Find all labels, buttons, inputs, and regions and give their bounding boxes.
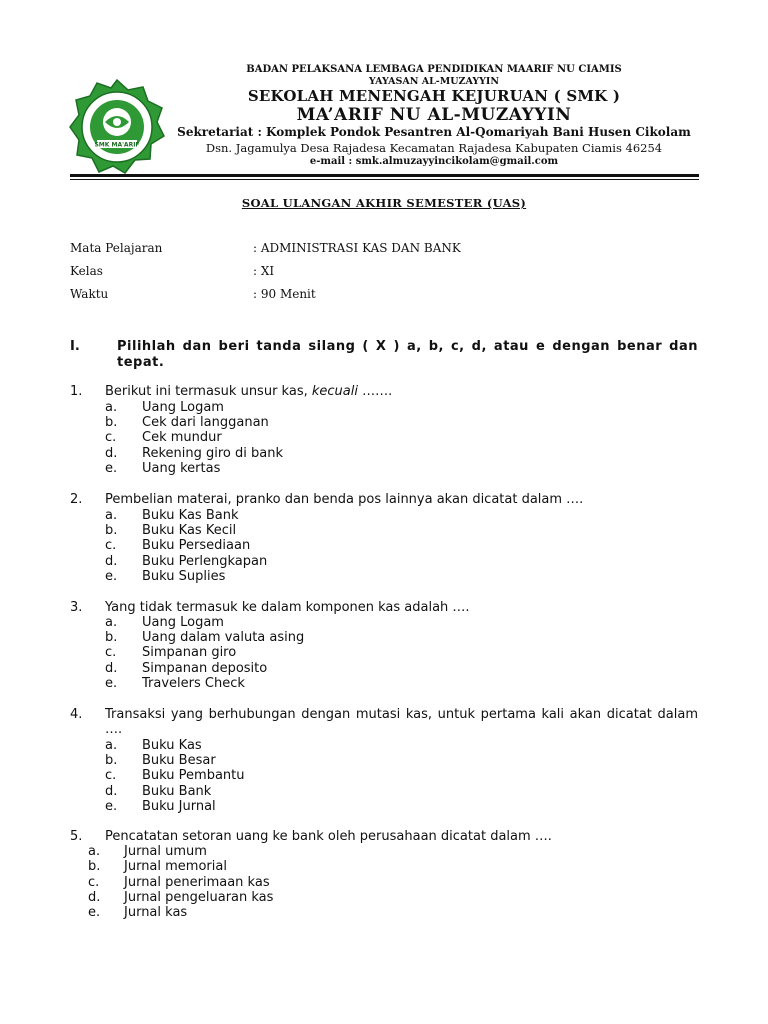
info-value: : ADMINISTRASI KAS DAN BANK	[253, 241, 461, 255]
exam-title: SOAL ULANGAN AKHIR SEMESTER (UAS)	[241, 196, 527, 210]
header-line-foundation: YAYASAN AL-MUZAYYIN	[368, 76, 500, 87]
info-label: Kelas	[70, 264, 103, 278]
header-line-address: Dsn. Jagamulya Desa Rajadesa Kecamatan Rajadesa Kabupaten Ciamis 46254	[205, 141, 663, 155]
header-line-school-type: SEKOLAH MENENGAH KEJURUAN ( SMK )	[247, 87, 621, 105]
letterhead	[68, 62, 700, 180]
question-number: 5.	[70, 829, 83, 844]
info-value: : XI	[253, 264, 275, 278]
question-number: 1.	[70, 384, 83, 399]
question-emphasis: kecuali	[311, 384, 358, 399]
question-text: Transaksi yang berhubungan dengan mutasi kas, untuk pertama kali akan dicatat dalam ….	[105, 707, 698, 738]
header-divider-thin	[70, 179, 699, 180]
instruction-text: Pilihlah dan beri tanda silang ( X ) a, b, c, d, atau e dengan benar dan tepat.	[117, 339, 698, 370]
question-text: Berikut ini termasuk unsur kas, kecuali …….	[105, 384, 393, 399]
logo-label: SMK MA'ARIF	[94, 141, 140, 149]
question-number: 2.	[70, 492, 83, 507]
question-text: Yang tidak termasuk ke dalam komponen kas adalah ….	[105, 600, 470, 615]
info-value: : 90 Menit	[253, 287, 316, 301]
school-logo-icon	[68, 78, 166, 176]
header-line-school-name: MA’ARIF NU AL-MUZAYYIN	[296, 105, 572, 125]
question-text: Pencatatan setoran uang ke bank oleh perusahaan dicatat dalam ….	[105, 829, 552, 844]
question-text: Pembelian materai, pranko dan benda pos lainnya akan dicatat dalam ….	[105, 492, 584, 507]
question-number: 4.	[70, 707, 83, 722]
info-label: Mata Pelajaran	[70, 241, 163, 255]
question-number: 3.	[70, 600, 83, 615]
instruction-number: I.	[70, 339, 80, 354]
header-line-agency: BADAN PELAKSANA LEMBAGA PENDIDIKAN MAARIF NU CIAMIS	[246, 64, 622, 75]
header-line-email: e-mail : smk.almuzayyincikolam@gmail.com	[309, 156, 559, 167]
header-line-secretariat: Sekretariat : Komplek Pondok Pesantren Al-Qomariyah Bani Husen Cikolam	[177, 125, 691, 139]
info-label: Waktu	[70, 287, 109, 301]
header-divider-thick	[70, 174, 699, 177]
school-logo	[68, 78, 166, 176]
